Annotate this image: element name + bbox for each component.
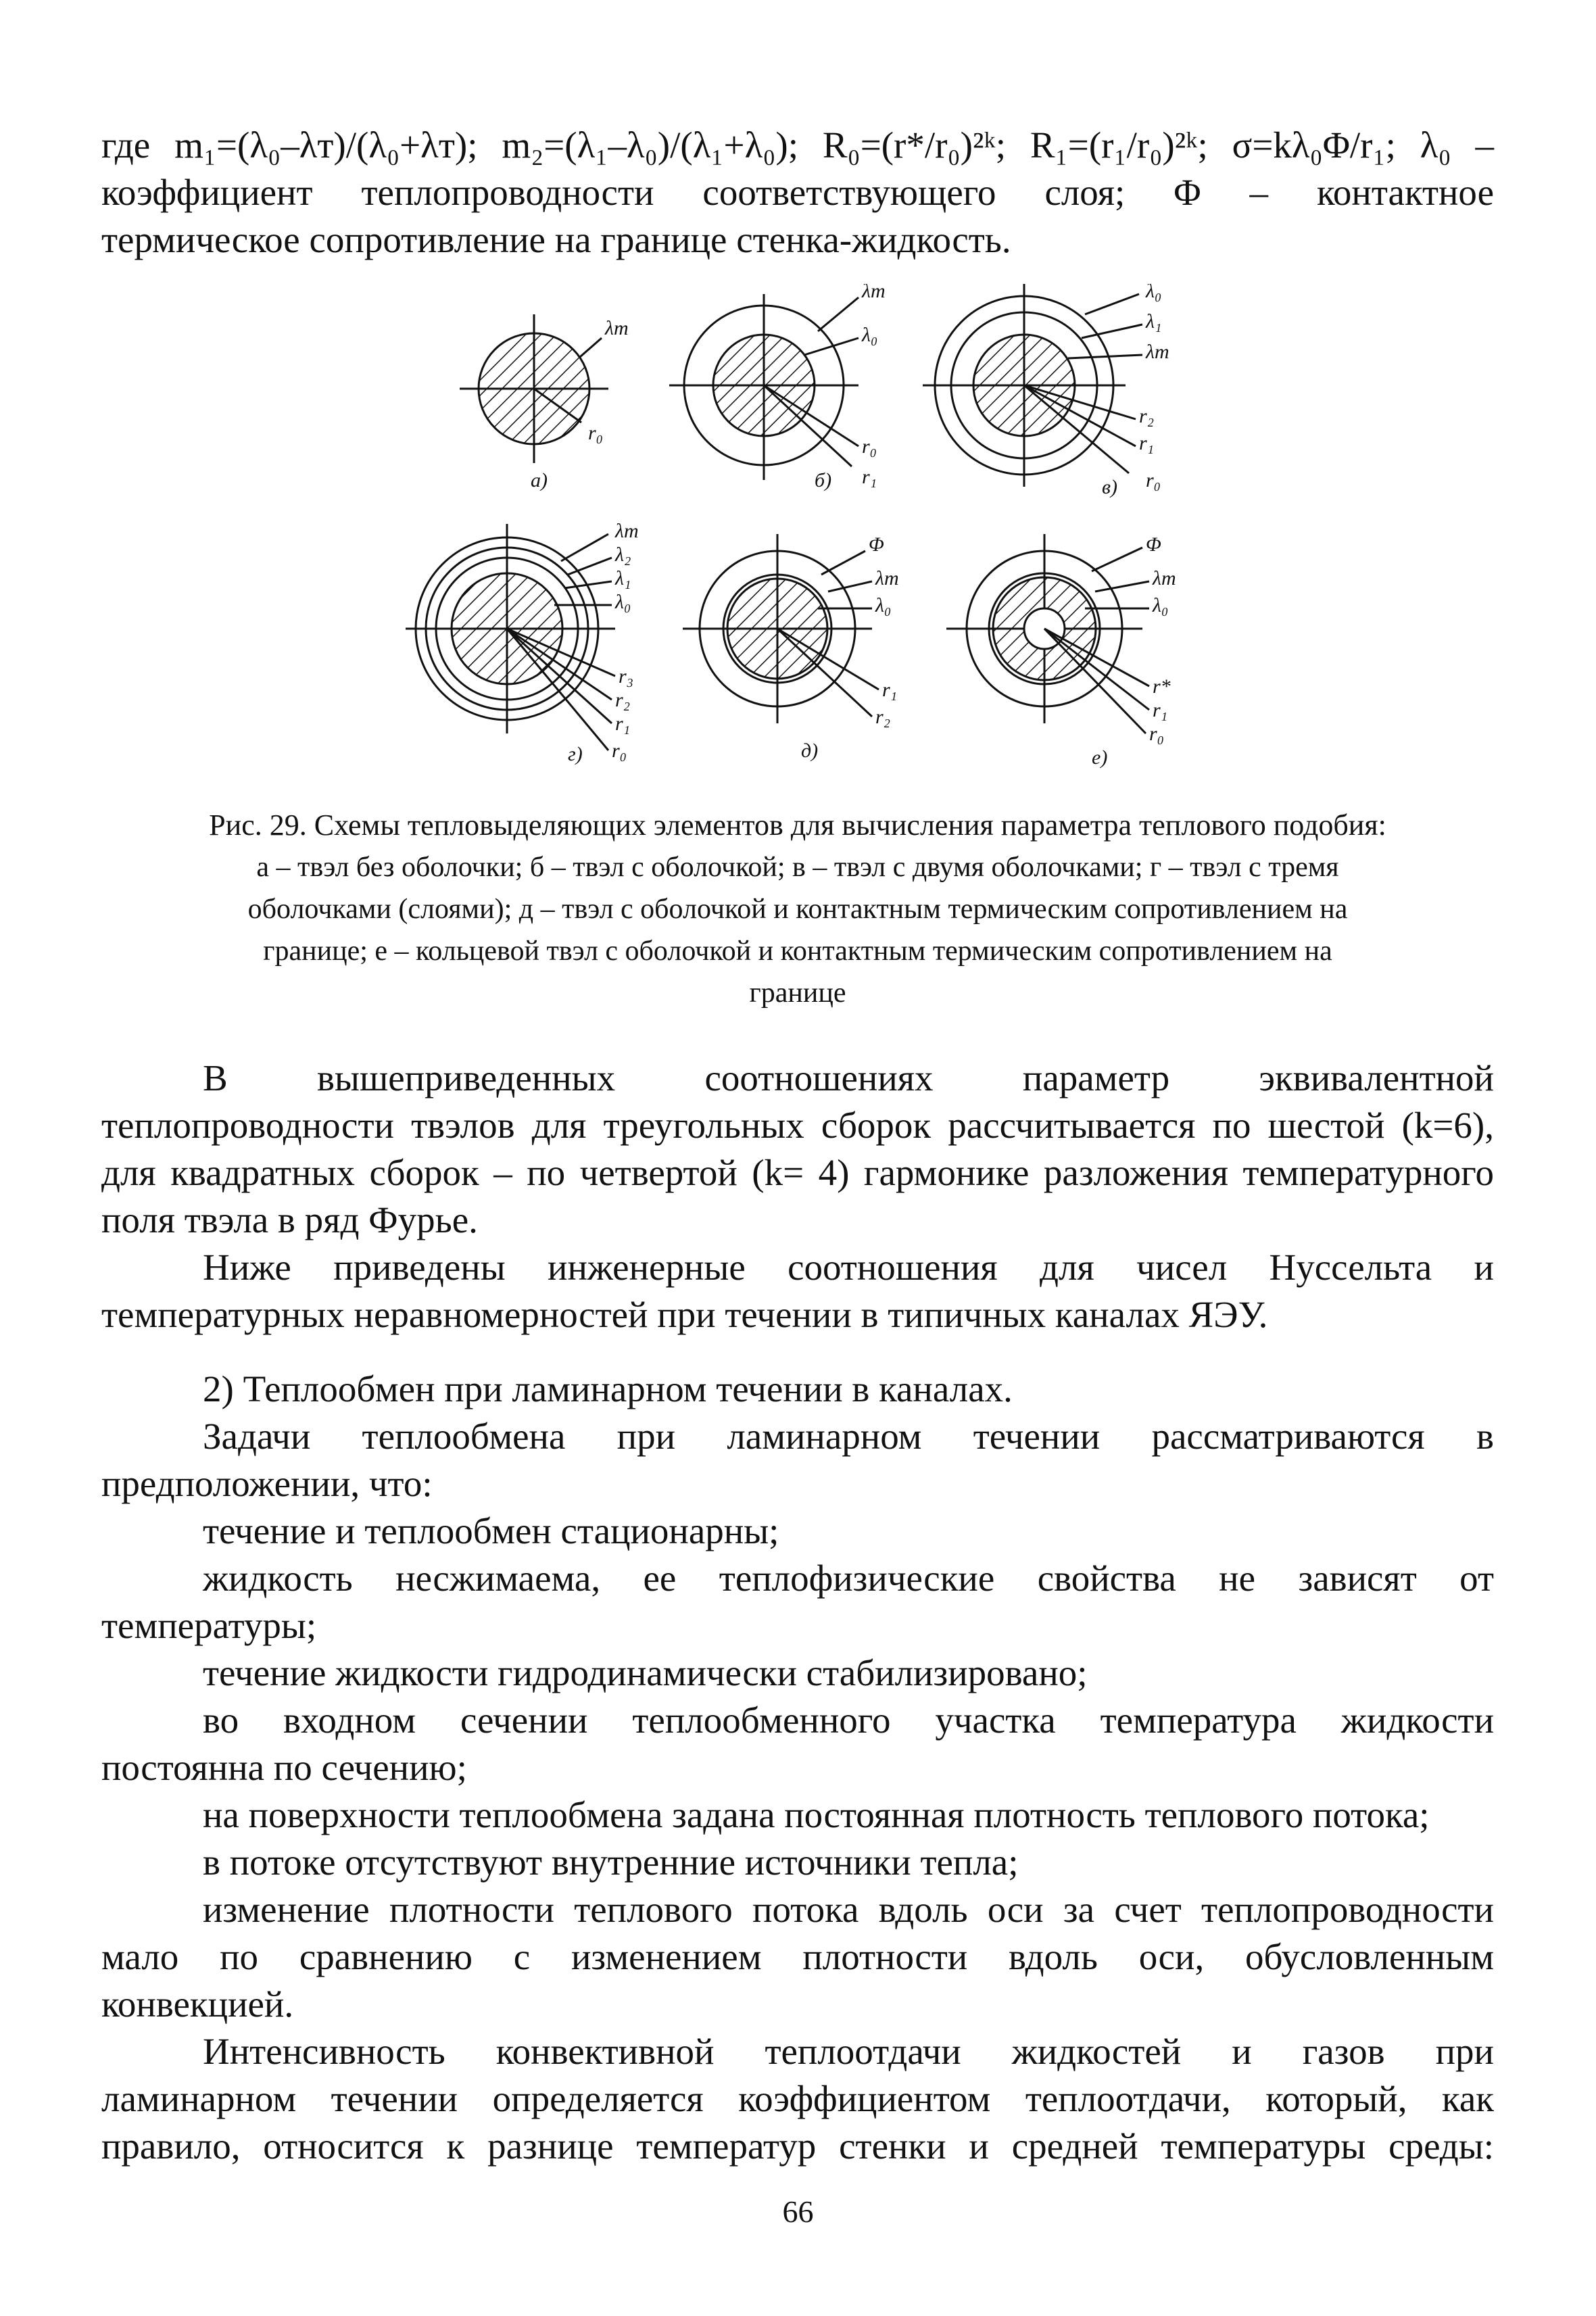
- formula-line: где m₁=(λ₀–λт)/(λ₀+λт); m₂=(λ₁–λ₀)/(λ₁+λ₀); R₀=(r*/r₀)²ᵏ; R₁=(r₁/r₀)²ᵏ; σ=kλ₀Φ/r₁; λ₀ –: [101, 124, 1494, 166]
- paragraph-line: ламинарном течении определяется коэффициентом теплоотдачи, который, как: [101, 2078, 1494, 2119]
- label-phi: Φ: [869, 533, 884, 556]
- assumption-item: течение и теплообмен стационарны;: [203, 1510, 779, 1551]
- assumption-item: конвекцией.: [101, 1983, 294, 2025]
- paragraph-line: правило, относится к разнице температур стенки и средней температуры среды:: [101, 2125, 1494, 2167]
- figure-caption-line: границе; е – кольцевой твэл с оболочкой и контактным термическим сопротивлением на: [263, 936, 1332, 967]
- paragraph-line: В вышеприведенных соотношениях параметр эквивалентной: [203, 1057, 1494, 1099]
- label-r2: r₂: [615, 689, 631, 711]
- diagram-v: [923, 284, 1169, 498]
- label-r2: r₂: [875, 706, 891, 728]
- paragraph-line: поля твэла в ряд Фурье.: [101, 1199, 478, 1240]
- label-r1: r₁: [882, 679, 898, 701]
- label-r1: r₁: [615, 713, 631, 735]
- label-lambda-0: λ₀: [1146, 284, 1162, 302]
- diagram-letter: д): [801, 740, 819, 762]
- assumption-item: течение жидкости гидродинамически стабилизировано;: [203, 1652, 1088, 1693]
- diagram-a: [460, 314, 629, 491]
- label-lambda-0: λ₀: [615, 591, 631, 613]
- label-lambda-t: λт: [605, 317, 629, 339]
- diagram-letter: г): [568, 743, 583, 765]
- label-lambda-0: λ₀: [862, 324, 878, 346]
- figure-caption-title: Рис. 29. Схемы тепловыделяющих элементов для вычисления параметра теплового подобия:: [209, 809, 1386, 842]
- label-lambda-2: λ₂: [615, 544, 631, 566]
- diagram-letter: а): [531, 469, 548, 491]
- section-heading: 2) Теплообмен при ламинарном течении в каналах.: [203, 1368, 1013, 1409]
- assumption-item: в потоке отсутствуют внутренние источники тепла;: [203, 1841, 1019, 1883]
- assumption-item: мало по сравнению с изменением плотности вдоль оси, обусловленным: [101, 1936, 1494, 1977]
- diagram-g: [406, 520, 639, 765]
- paragraph-line: температурных неравномерностей при течении в типичных каналах ЯЭУ.: [101, 1294, 1268, 1335]
- label-lambda-t: λт: [615, 520, 639, 542]
- figure-caption-line: а – твэл без оболочки; б – твэл с оболочкой; в – твэл с двумя оболочками; г – твэл с тремя: [256, 852, 1339, 883]
- paragraph-line: Интенсивность конвективной теплоотдачи жидкостей и газов при: [203, 2031, 1494, 2072]
- label-r1: r₁: [1153, 699, 1168, 721]
- label-r1: r₁: [862, 466, 877, 488]
- label-r-star: r*: [1153, 675, 1171, 698]
- page-content: [101, 122, 1494, 2170]
- spacer: [101, 1014, 1494, 1055]
- paragraph-line: предположении, что:: [101, 1463, 433, 1504]
- label-lambda-t: λт: [875, 567, 899, 589]
- label-lambda-t: λт: [1146, 341, 1169, 363]
- diagram-b: [669, 284, 886, 491]
- diagram-letter: е): [1092, 746, 1108, 769]
- label-lambda-1: λ₁: [1146, 310, 1162, 333]
- figure-caption-line: границе: [749, 978, 846, 1009]
- label-r1: r₁: [1139, 432, 1155, 454]
- diagram-d: [683, 533, 899, 762]
- figure-caption-line: оболочками (слоями); д – твэл с оболочкой и контактным термическим сопротивлением на: [247, 894, 1348, 925]
- label-lambda-1: λ₁: [615, 567, 631, 589]
- diagram-letter: б): [815, 469, 832, 491]
- figure-29: [101, 284, 1494, 804]
- label-lambda-t: λт: [1153, 567, 1176, 589]
- diagram-e: [946, 533, 1176, 769]
- paragraph-line: для квадратных сборок – по четвертой (k= 4) гармонике разложения температурного: [101, 1152, 1494, 1193]
- diagram-letter: в): [1102, 476, 1118, 498]
- paragraph-line: Ниже приведены инженерные соотношения для чисел Нуссельта и: [203, 1247, 1494, 1288]
- label-lambda-t: λт: [862, 284, 886, 302]
- text-line: коэффициент теплопроводности соответствующего слоя; Φ – контактное: [101, 172, 1494, 213]
- paragraph-line: Задачи теплообмена при ламинарном течении рассматриваются в: [203, 1416, 1494, 1457]
- text-line: термическое сопротивление на границе стенка-жидкость.: [101, 219, 1011, 260]
- assumption-item: на поверхности теплообмена задана постоянная плотность теплового потока;: [203, 1794, 1430, 1835]
- assumption-item: температуры;: [101, 1605, 317, 1646]
- page-number: 66: [782, 2194, 814, 2229]
- assumption-item: жидкость несжимаема, ее теплофизические свойства не зависят от: [203, 1558, 1494, 1599]
- label-r0: r₀: [862, 435, 877, 458]
- label-lambda-0: λ₀: [1153, 594, 1169, 617]
- label-r0: r₀: [1149, 723, 1165, 745]
- spacer: [101, 1338, 1494, 1366]
- label-r0: r₀: [1146, 469, 1161, 491]
- label-r3: r₃: [619, 665, 634, 687]
- assumption-item: изменение плотности теплового потока вдоль оси за счет теплопроводности: [203, 1889, 1494, 1930]
- assumption-item: во входном сечении теплообменного участка температура жидкости: [203, 1699, 1494, 1741]
- label-r0: r₀: [588, 422, 604, 444]
- paragraph-line: теплопроводности твэлов для треугольных сборок рассчитывается по шестой (k=6),: [101, 1105, 1494, 1146]
- label-r2: r₂: [1139, 405, 1155, 427]
- label-phi: Φ: [1146, 533, 1161, 556]
- label-lambda-0: λ₀: [875, 594, 892, 617]
- assumption-item: постоянна по сечению;: [101, 1747, 467, 1788]
- label-r0: r₀: [612, 740, 627, 762]
